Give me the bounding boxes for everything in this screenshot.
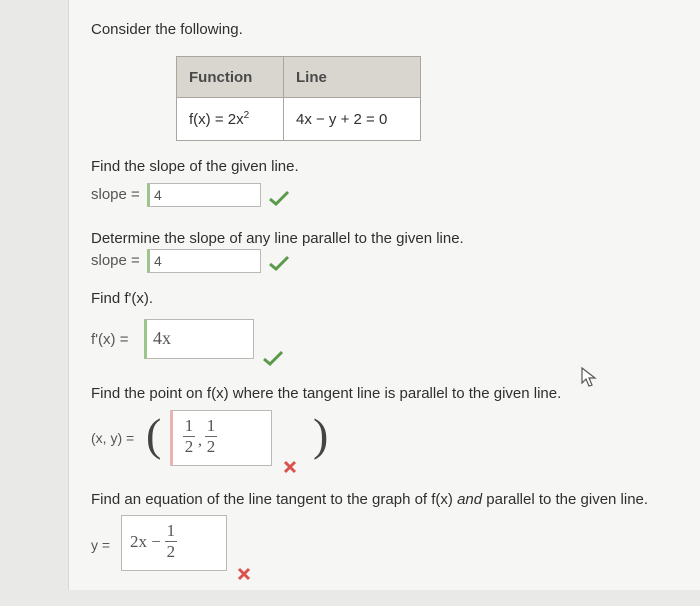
q4-answer-field[interactable] <box>170 410 272 466</box>
line-cell: 4x − y + 2 = 0 <box>284 98 421 141</box>
function-line-table <box>176 56 421 141</box>
q4-label: (x, y) = <box>91 430 135 446</box>
q5-answer-field[interactable] <box>121 515 227 571</box>
equation-answer: 2x − $\frac{1}{2}$ <box>130 521 176 561</box>
point-answer: $\frac{1}{2}$ , $\frac{1}{2}$ <box>184 416 216 456</box>
q2-answer-field[interactable]: 4 <box>147 249 261 273</box>
q2-question: Determine the slope of any line parallel to the given line. <box>91 230 464 247</box>
prompt-text: Consider the following. <box>91 21 243 38</box>
q1-label: slope = <box>91 186 140 203</box>
cross-icon <box>283 460 297 474</box>
checkmark-icon <box>268 190 290 206</box>
col-header-line: Line <box>284 57 421 98</box>
left-paren: ( <box>146 409 162 460</box>
function-cell: $f(x) = 2x^2$ <box>177 98 284 141</box>
checkmark-icon <box>262 350 284 366</box>
q3-label: f'(x) = <box>91 331 129 348</box>
q5-question: Find an equation of the line tangent to the graph of f(x) and parallel to the given line. <box>91 491 649 508</box>
right-paren: ) <box>313 409 329 460</box>
cross-icon <box>237 567 251 581</box>
q3-answer-field[interactable]: 4x <box>144 319 254 359</box>
q3-question: Find f'(x). <box>91 290 154 307</box>
y-fraction: $\frac{1}{2}$ <box>206 416 216 456</box>
q1-question: Find the slope of the given line. <box>91 158 299 175</box>
col-header-function: Function <box>177 57 284 98</box>
mouse-cursor-icon <box>580 366 598 388</box>
constant-fraction: $\frac{1}{2}$ <box>166 521 176 561</box>
q2-label: slope = <box>91 252 140 269</box>
q4-question: Find the point on f(x) where the tangent line is parallel to the given line. <box>91 385 562 402</box>
x-fraction: $\frac{1}{2}$ <box>184 416 194 456</box>
q1-answer-field[interactable]: 4 <box>147 183 261 207</box>
q5-label: y = <box>91 537 111 553</box>
checkmark-icon <box>268 255 290 271</box>
